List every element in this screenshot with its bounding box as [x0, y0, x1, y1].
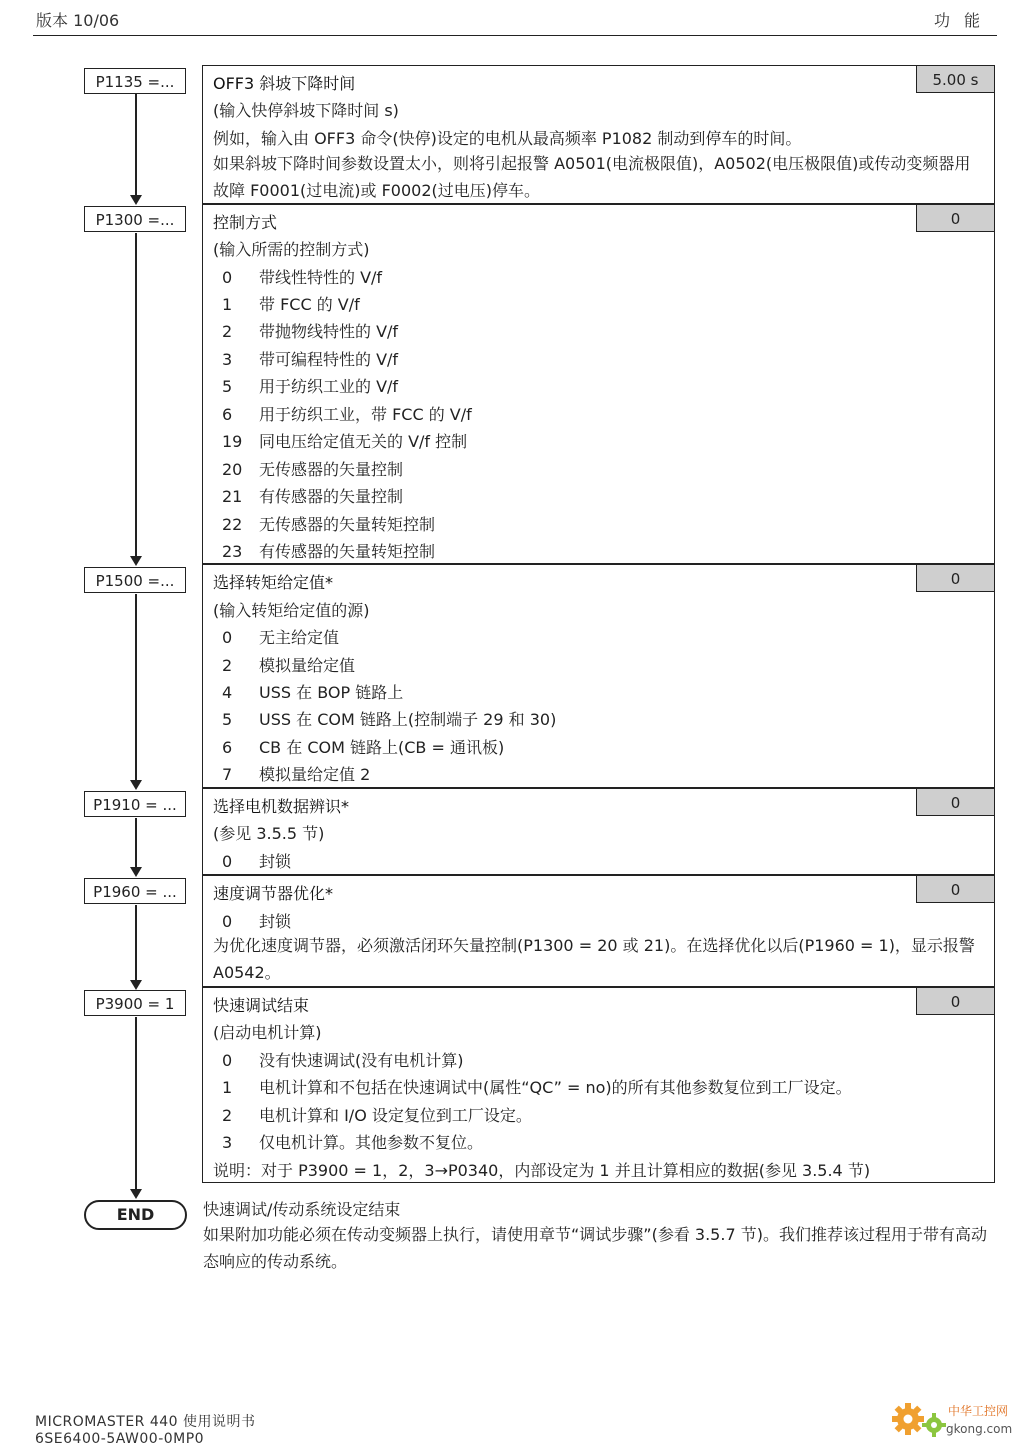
flow-line	[135, 905, 137, 981]
option-item	[213, 762, 370, 785]
option-text: USS 在 COM 链路上(控制端子 29 和 30)	[259, 710, 557, 729]
option-text: 带可编程特性的 V/f	[259, 350, 399, 369]
section-note: 说明：对于 P3900 = 1，2，3→P0340，内部设定为 1 并且计算相应的数据(参见 3.5.4 节)	[213, 1161, 871, 1180]
option-item	[213, 374, 398, 397]
option-text: 模拟量给定值	[259, 656, 356, 675]
option-text: 用于纺织工业的 V/f	[259, 377, 399, 396]
option-number: 19	[222, 432, 243, 451]
option-text: 无主给定值	[259, 628, 340, 647]
flow-arrow-icon	[130, 780, 142, 790]
section-title: 选择转矩给定值*	[213, 573, 334, 592]
section-p1960	[202, 875, 995, 987]
param-box-p1135: P1135 =...	[84, 68, 186, 94]
section-description: (参见 3.5.5 节)	[213, 824, 325, 843]
header-divider	[33, 35, 997, 36]
gear-icon	[922, 1413, 946, 1437]
option-text: 带线性特性的 V/f	[259, 268, 383, 287]
option-item	[213, 909, 291, 932]
option-item	[213, 347, 398, 370]
option-item	[213, 1048, 464, 1071]
option-number: 3	[222, 1133, 233, 1152]
option-number: 0	[222, 628, 233, 647]
option-item	[213, 1103, 532, 1126]
flow-arrow-icon	[130, 556, 142, 566]
end-description: 如果附加功能必须在传动变频器上执行，请使用章节“调试步骤”(参看 3.5.7 节)。我们推荐该过程用于带有高动态响应的传动系统。	[203, 1225, 987, 1271]
option-item	[213, 292, 360, 315]
flow-arrow-icon	[130, 1189, 142, 1199]
param-box-p3900: P3900 = 1	[84, 990, 186, 1016]
param-box-p1910: P1910 = ...	[84, 791, 186, 817]
option-number: 4	[222, 683, 233, 702]
option-item	[213, 1130, 483, 1153]
section-description: (输入所需的控制方式)	[213, 240, 370, 259]
param-box-p1960: P1960 = ...	[84, 878, 186, 904]
section-title: 速度调节器优化*	[213, 884, 334, 903]
section-p3900	[202, 987, 995, 1183]
section-example: 例如，输入由 OFF3 命令(快停)设定的电机从最高频率 P1082 制动到停车的时间。	[213, 129, 802, 148]
option-text: 同电压给定值无关的 V/f 控制	[259, 432, 468, 451]
option-number: 6	[222, 405, 233, 424]
watermark-site-name: 中华工控网	[948, 1404, 1009, 1418]
end-title: 快速调试/传动系统设定结束	[203, 1200, 401, 1219]
option-item	[213, 653, 355, 676]
option-item	[213, 1075, 852, 1098]
flow-line	[135, 818, 137, 869]
option-item	[213, 265, 382, 288]
option-text: 无传感器的矢量转矩控制	[259, 515, 436, 534]
option-item	[213, 625, 339, 648]
option-text: 没有快速调试(没有电机计算)	[259, 1051, 464, 1070]
watermark-logo	[886, 1395, 1016, 1443]
option-number: 20	[222, 460, 243, 479]
option-text: 封锁	[259, 912, 292, 931]
option-text: 无传感器的矢量控制	[259, 460, 404, 479]
flow-line	[135, 1017, 137, 1191]
section-title: 快速调试结束	[213, 996, 310, 1015]
option-text: 仅电机计算。其他参数不复位。	[259, 1133, 484, 1152]
param-box-p1300: P1300 =...	[84, 206, 186, 232]
option-item	[213, 707, 556, 730]
default-value: 0	[916, 875, 995, 903]
option-number: 2	[222, 1106, 233, 1125]
default-value: 0	[916, 564, 995, 592]
option-number: 1	[222, 295, 233, 314]
option-number: 0	[222, 912, 233, 931]
flow-arrow-icon	[130, 867, 142, 877]
option-number: 0	[222, 268, 233, 287]
footer-product: MICROMASTER 440 使用说明书	[35, 1414, 256, 1430]
section-p1910	[202, 788, 995, 875]
option-item	[213, 849, 291, 872]
option-number: 5	[222, 377, 233, 396]
end-terminator: END	[84, 1200, 187, 1230]
option-text: 封锁	[259, 852, 292, 871]
option-number: 6	[222, 738, 233, 757]
section-title: 控制方式	[213, 213, 278, 232]
section-title: 选择电机数据辨识*	[213, 797, 350, 816]
section-warning: 如果斜坡下降时间参数设置太小，则将引起报警 A0501(电流极限值)，A0502(电压极限值)或传动变频器用故障 F0001(过电流)或 F0002(过电压)停车。	[213, 154, 971, 200]
section-title: OFF3 斜坡下降时间	[213, 74, 356, 93]
section-description: (输入转矩给定值的源)	[213, 601, 370, 620]
flow-line	[135, 233, 137, 557]
default-value: 0	[916, 987, 995, 1015]
option-number: 0	[222, 852, 233, 871]
section-p1300	[202, 204, 995, 564]
footer-order-number: 6SE6400-5AW00-0MP0	[35, 1431, 205, 1447]
option-item	[213, 680, 403, 703]
option-item	[213, 539, 435, 562]
flow-line	[135, 594, 137, 781]
option-text: 有传感器的矢量转矩控制	[259, 542, 436, 561]
default-value: 0	[916, 788, 995, 816]
flow-arrow-icon	[130, 195, 142, 205]
default-value: 0	[916, 204, 995, 232]
option-item	[213, 402, 472, 425]
option-item	[213, 319, 398, 342]
option-number: 23	[222, 542, 243, 561]
default-value: 5.00 s	[916, 65, 995, 93]
section-p1500	[202, 564, 995, 788]
header-version: 版本 10/06	[36, 11, 120, 30]
option-text: 电机计算和不包括在快速调试中(属性“QC” = no)的所有其他参数复位到工厂设定。	[259, 1078, 852, 1097]
header-section-title: 功能	[933, 11, 994, 30]
option-number: 7	[222, 765, 233, 784]
option-number: 1	[222, 1078, 233, 1097]
option-number: 21	[222, 487, 243, 506]
option-item	[213, 735, 504, 758]
option-item	[213, 457, 403, 480]
section-description: (输入快停斜坡下降时间 s)	[213, 101, 399, 120]
option-text: 带 FCC 的 V/f	[259, 295, 360, 314]
option-number: 2	[222, 322, 233, 341]
option-text: 有传感器的矢量控制	[259, 487, 404, 506]
watermark-domain: gkong.com	[946, 1422, 1013, 1436]
section-description: (启动电机计算)	[213, 1023, 322, 1042]
flow-arrow-icon	[130, 980, 142, 990]
flow-line	[135, 94, 137, 197]
param-box-p1500: P1500 =...	[84, 567, 186, 593]
option-item	[213, 429, 467, 452]
section-note: 为优化速度调节器，必须激活闭环矢量控制(P1300 = 20 或 21)。在选择优化以后(P1960 = 1)，显示报警 A0542。	[213, 936, 975, 982]
option-text: 带抛物线特性的 V/f	[259, 322, 399, 341]
option-text: CB 在 COM 链路上(CB = 通讯板)	[259, 738, 505, 757]
option-item	[213, 484, 403, 507]
option-number: 2	[222, 656, 233, 675]
gear-icon	[892, 1403, 924, 1435]
option-text: USS 在 BOP 链路上	[259, 683, 404, 702]
option-number: 3	[222, 350, 233, 369]
option-text: 用于纺织工业，带 FCC 的 V/f	[259, 405, 472, 424]
option-text: 模拟量给定值 2	[259, 765, 371, 784]
section-p1135	[202, 65, 995, 204]
option-item	[213, 512, 435, 535]
option-text: 电机计算和 I/O 设定复位到工厂设定。	[259, 1106, 532, 1125]
option-number: 5	[222, 710, 233, 729]
option-number: 22	[222, 515, 243, 534]
option-number: 0	[222, 1051, 233, 1070]
